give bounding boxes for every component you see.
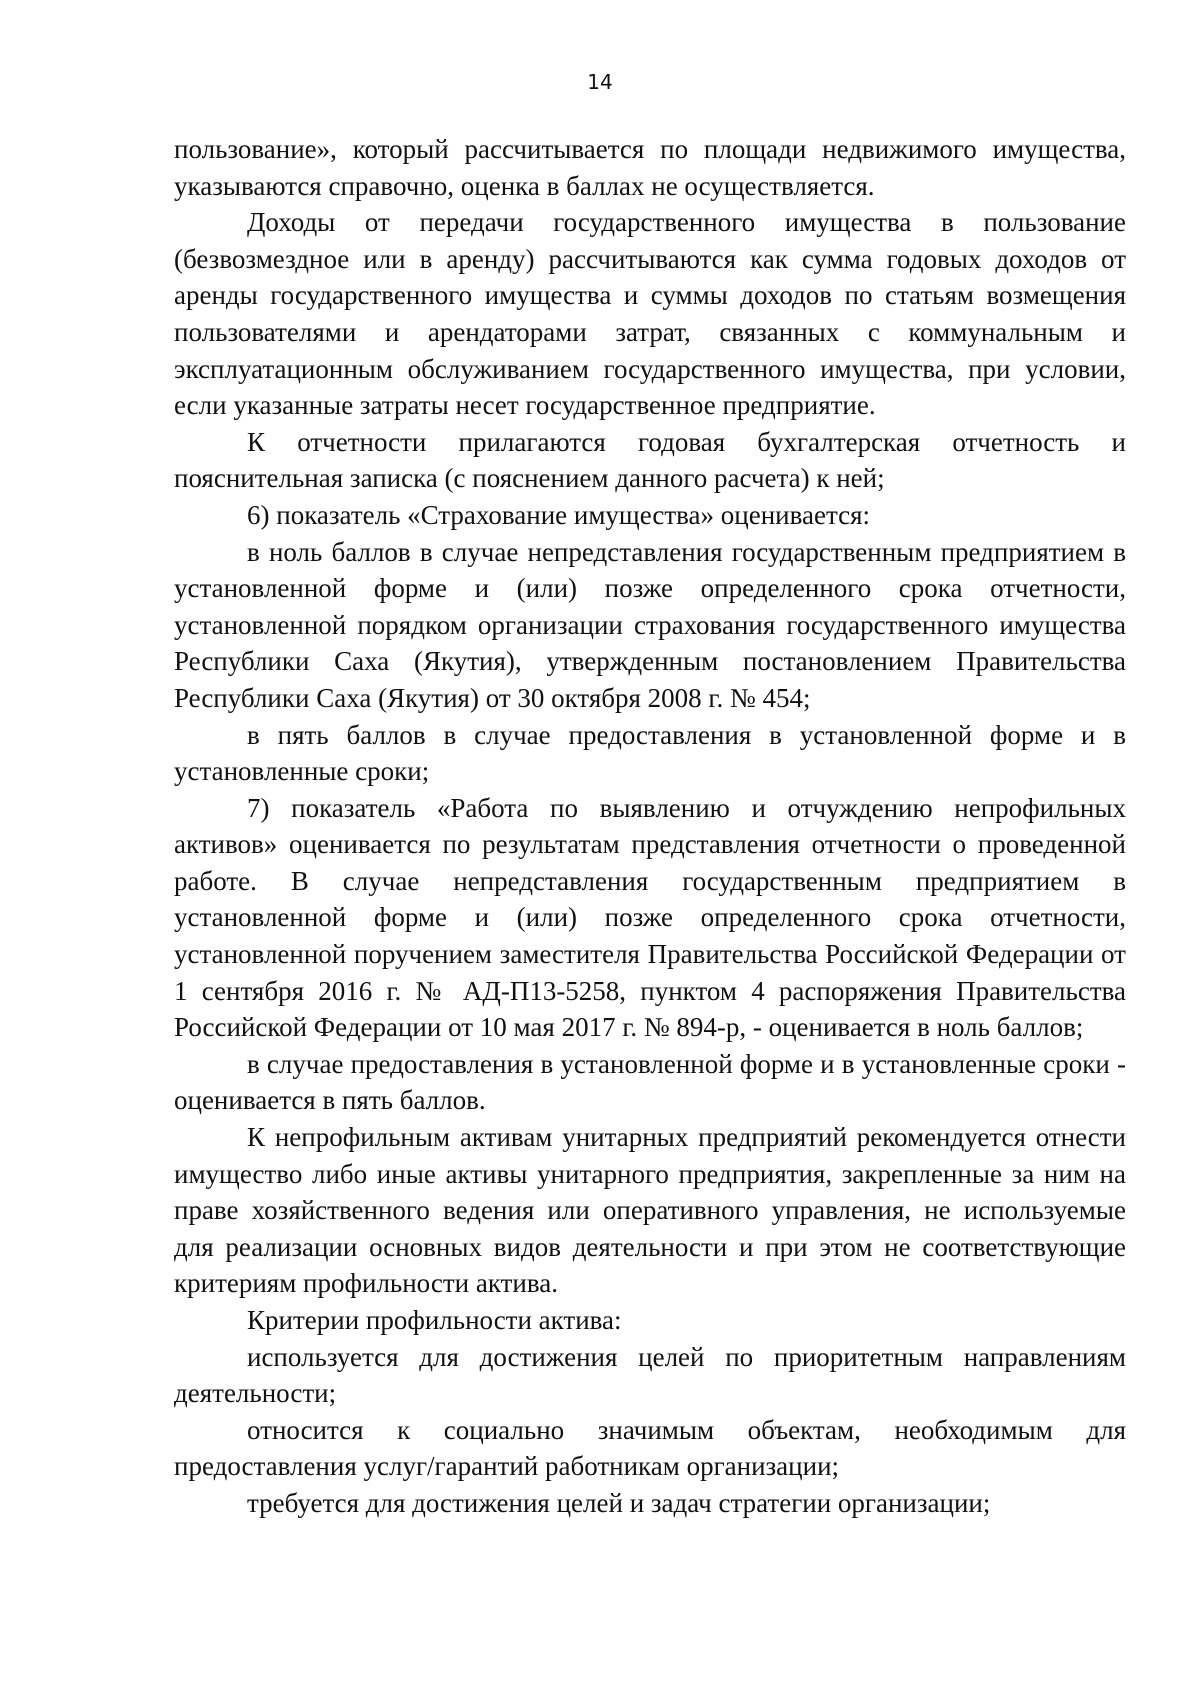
paragraph-criterion-strategy: требуется для достижения целей и задач стратегии организации; [247,1487,991,1518]
paragraph-noncore-assets-definition: К непрофильным активам унитарных предприятий рекомендуется отнести имущество либо иные активы унитарного предприятия, закрепленные за ним на праве хозяйственного ведения или оперативного управления, не используемые для реализации основных видов деятельности и при этом не соответствующие критериям профильности актива. [174,1122,1126,1299]
paragraph-continued: пользование», который рассчитывается по площади недвижимого имущества, указываются справочно, оценка в баллах не осуществляется. [174,134,1126,201]
paragraph-zero-points-insurance: в ноль баллов в случае непредставления государственным предприятием в установленной форме и (или) позже определенного срока отчетности, установленной порядком организации страхования государственного имущества Республики Саха (Якутия), утвержденным постановлением Правительства Республики Саха (Якутия) от 30 октября 2008 г. № 454; [174,536,1126,713]
paragraph-five-points-insurance: в пять баллов в случае предоставления в установленной форме и в установленные сроки; [174,719,1126,787]
paragraph-criterion-priority: используется для достижения целей по приоритетным направлениям деятельности; [174,1341,1126,1409]
page-number: 14 [587,70,613,94]
paragraph-reporting-attachments: К отчетности прилагаются годовая бухгалтерская отчетность и пояснительная записка (с пояснением данного расчета) к ней; [174,426,1126,494]
paragraph-five-points-assets: в случае предоставления в установленной форме и в установленные сроки - оценивается в пять баллов. [174,1048,1126,1116]
paragraph-indicator-6: 6) показатель «Страхование имущества» оценивается: [247,499,871,530]
paragraph-income-calculation: Доходы от передачи государственного имущества в пользование (безвозмездное или в аренду) рассчитываются как сумма годовых доходов от аренды государственного имущества и суммы доходов по статьям возмещения пользователями и арендаторами затрат, связанных с коммунальным и эксплуатационным обслуживанием государственного имущества, при условии, если указанные затраты несет государственное предприятие. [174,207,1126,421]
paragraph-core-criteria-heading: Критерии профильности актива: [247,1305,622,1335]
document-body [174,131,1126,1522]
paragraph-criterion-social: относится к социально значимым объектам, необходимым для предоставления услуг/гарантий работникам организации; [174,1414,1126,1482]
paragraph-indicator-7: 7) показатель «Работа по выявлению и отчуждению непрофильных активов» оценивается по результатам представления отчетности о проведенной работе. В случае непредставления государственным предприятием в установленной форме и (или) позже определенного срока отчетности, установленной поручением заместителя Правительства Российской Федерации от 1 сентября 2016 г. № АД-П13-5258, пунктом 4 распоряжения Правительства Российской Федерации от 10 мая 2017 г. № 894-р, - оценивается в ноль баллов; [174,792,1126,1043]
